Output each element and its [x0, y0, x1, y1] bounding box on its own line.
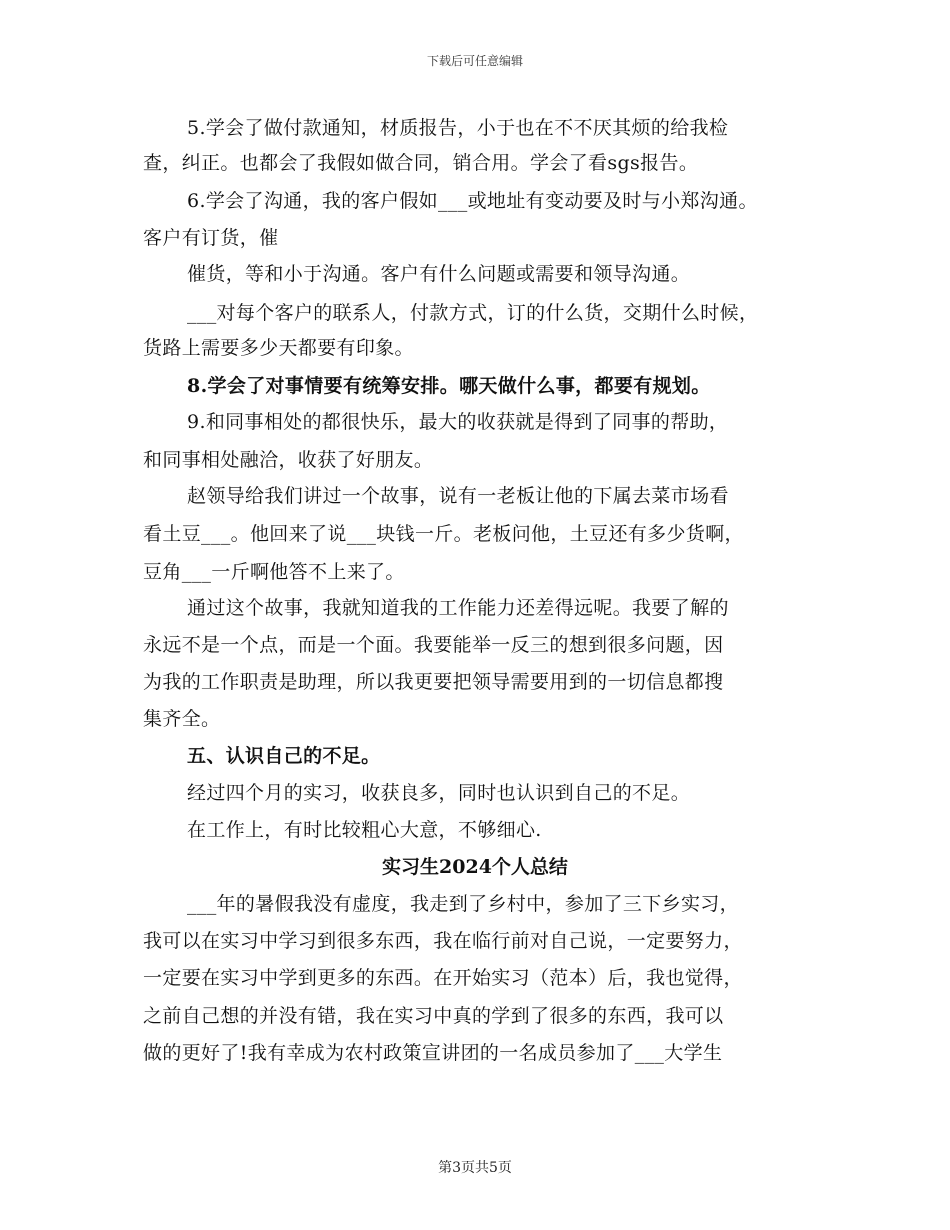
page-header-note: 下载后可任意编辑 — [426, 54, 523, 68]
paragraph-line: 豆角___一斤啊他答不上来了。 — [143, 561, 405, 583]
paragraph-line: 为我的工作职责是助理，所以我更要把领导需要用到的一切信息都搜 — [143, 671, 724, 693]
paragraph-line: 做的更好了!我有幸成为农村政策宣讲团的一名成员参加了___大学生 — [143, 1042, 723, 1064]
paragraph-line: ___对每个客户的联系人，付款方式，订的什么货，交期什么时候， — [187, 302, 759, 324]
page-number-footer: 第3页共5页 — [438, 1160, 512, 1176]
paragraph-line: 赵领导给我们讲过一个故事，说有一老板让他的下属去菜市场看 — [187, 485, 729, 507]
paragraph-line: 之前自己想的并没有错，我在实习中真的学到了很多的东西，我可以 — [143, 1005, 724, 1027]
paragraph-line: 集齐全。 — [143, 708, 221, 730]
paragraph-line: 客户有订货，催 — [143, 227, 279, 249]
paragraph-line: 查，纠正。也都会了我假如做合同，销合用。学会了看sgs报告。 — [143, 152, 699, 174]
section-title: 实习生2024个人总结 — [382, 856, 568, 878]
paragraph-line: 永远不是一个点，而是一个面。我要能举一反三的想到很多问题，因 — [143, 634, 724, 656]
paragraph-line: 经过四个月的实习，收获良多，同时也认识到自己的不足。 — [187, 782, 691, 804]
paragraph-line: 看土豆___。他回来了说___块钱一斤。老板问他，土豆还有多少货啊， — [143, 523, 744, 545]
paragraph-line: ___年的暑假我没有虚度，我走到了乡村中，参加了三下乡实习， — [187, 893, 740, 915]
bold-paragraph-line: 8.学会了对事情要有统筹安排。哪天做什么事，都要有规划。 — [187, 375, 711, 397]
section-heading: 五、认识自己的不足。 — [187, 745, 381, 767]
paragraph-line: 5.学会了做付款通知，材质报告，小于也在不不厌其烦的给我检 — [187, 117, 729, 139]
paragraph-line: 货路上需要多少天都要有印象。 — [143, 337, 414, 359]
paragraph-line: 一定要在实习中学到更多的东西。在开始实习（范本）后，我也觉得， — [143, 967, 743, 989]
paragraph-line: 在工作上，有时比较粗心大意，不够细心. — [187, 819, 542, 841]
paragraph-line: 通过这个故事，我就知道我的工作能力还差得远呢。我要了解的 — [187, 597, 729, 619]
paragraph-line: 我可以在实习中学习到很多东西，我在临行前对自己说，一定要努力， — [143, 930, 743, 952]
paragraph-line: 6.学会了沟通，我的客户假如___或地址有变动要及时与小郑沟通。 — [187, 190, 758, 212]
paragraph-line: 催货，等和小于沟通。客户有什么问题或需要和领导沟通。 — [187, 263, 691, 285]
paragraph-line: 9.和同事相处的都很快乐，最大的收获就是得到了同事的帮助， — [187, 411, 729, 433]
paragraph-line: 和同事相处融洽，收获了好朋友。 — [143, 449, 434, 471]
